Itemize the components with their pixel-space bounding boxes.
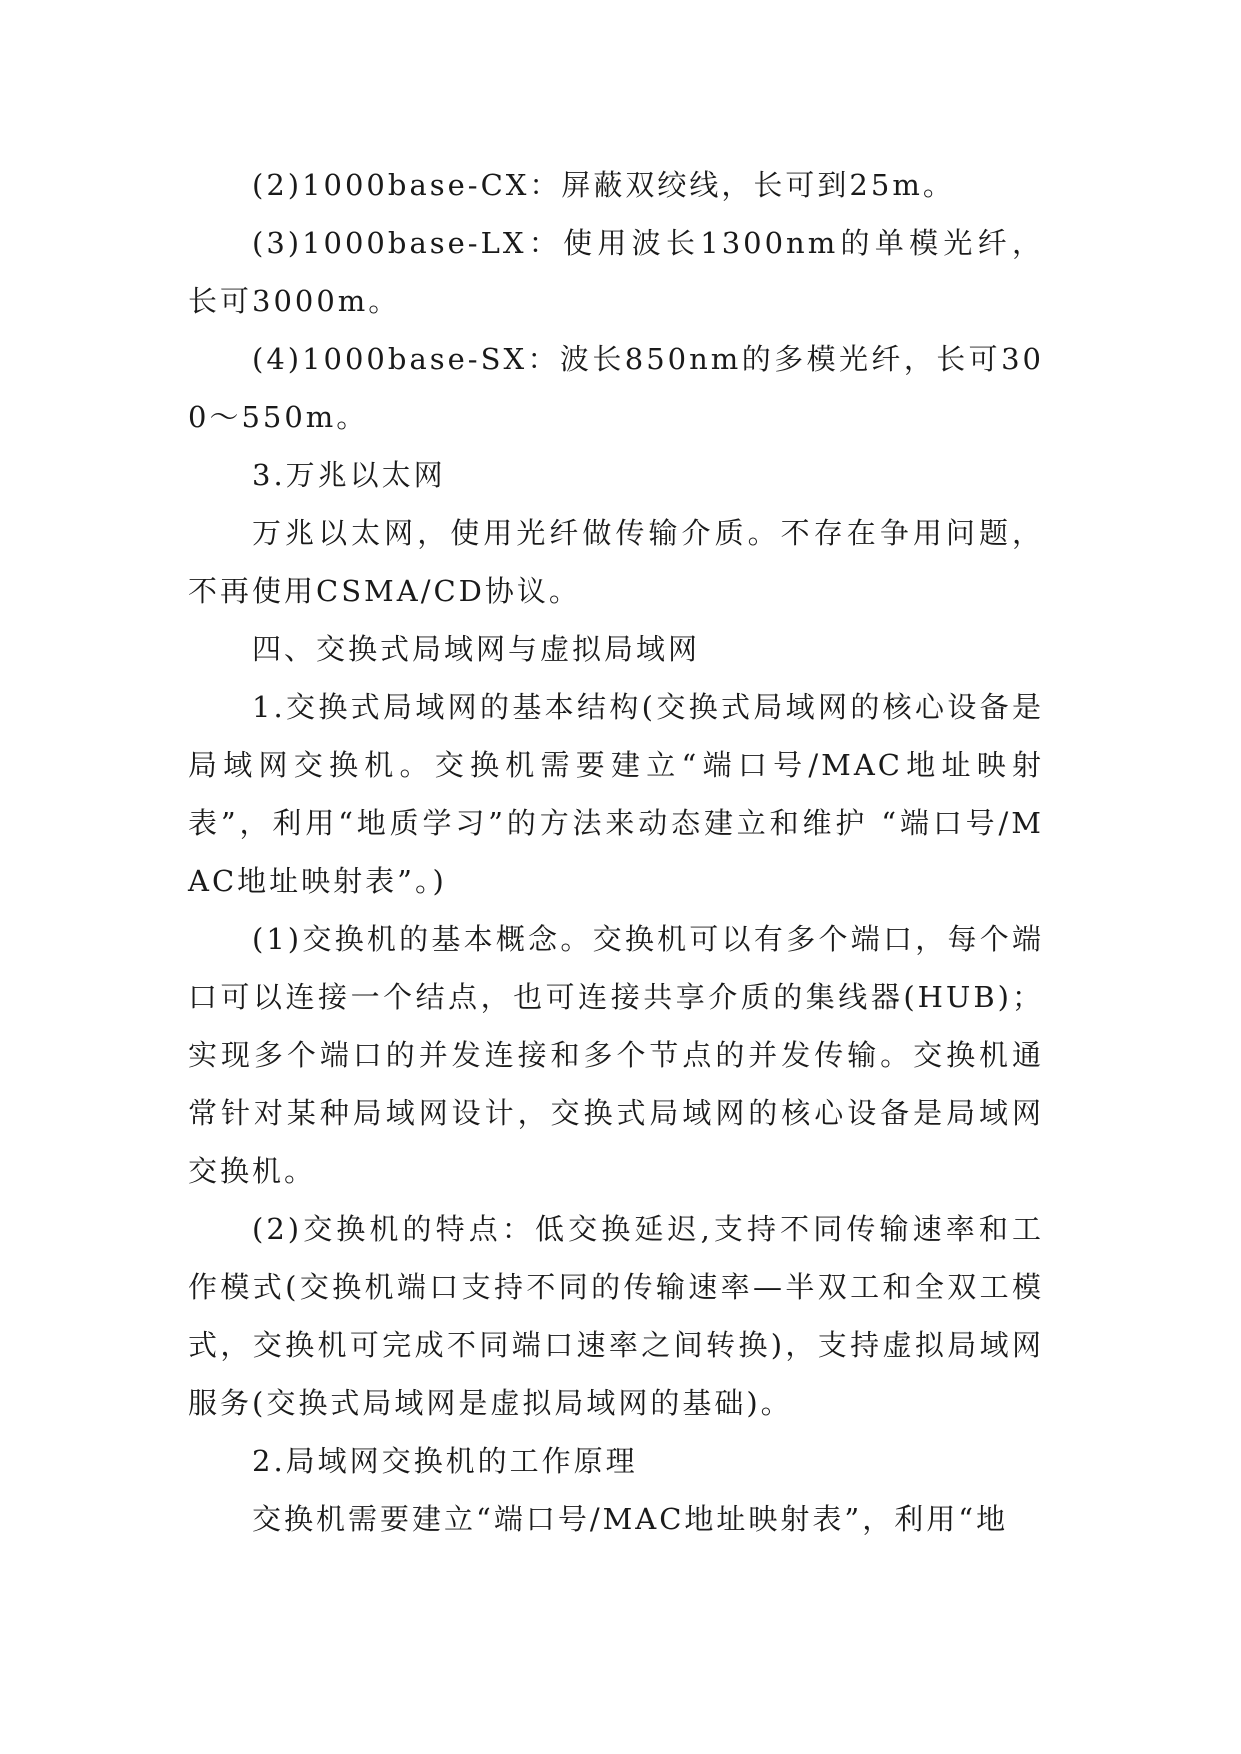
paragraph-switched-lan-structure: 1.交换式局域网的基本结构(交换式局域网的核心设备是局域网交换机。交换机需要建立“端口号/MAC地址映射表”，利用“地质学习”的方法来动态建立和维护 “端口号/MAC地址映射表”。) bbox=[188, 690, 1044, 898]
paragraph-switch-basic-concept: (1)交换机的基本概念。交换机可以有多个端口，每个端口可以连接一个结点，也可连接共享介质的集线器(HUB)；实现多个端口的并发连接和多个节点的并发传输。交换机通常针对某种局域网设计，交换式局域网的核心设备是局域网交换机。 bbox=[188, 922, 1044, 1188]
paragraph-1000base-lx: (3)1000base-LX：使用波长1300nm的单模光纤，长可3000m。 bbox=[188, 226, 1044, 318]
paragraph-switch-principle: 交换机需要建立“端口号/MAC地址映射表”，利用“地 bbox=[252, 1502, 1009, 1536]
section-heading-switch-principle: 2.局域网交换机的工作原理 bbox=[252, 1444, 638, 1478]
chapter-heading-switched-lan: 四、交换式局域网与虚拟局域网 bbox=[252, 632, 701, 666]
document-body bbox=[188, 156, 1044, 1548]
paragraph-1000base-sx: (4)1000base-SX：波长850nm的多模光纤，长可300～550m。 bbox=[188, 342, 1044, 434]
paragraph-10g-ethernet: 万兆以太网，使用光纤做传输介质。不存在争用问题，不再使用CSMA/CD协议。 bbox=[188, 516, 1044, 608]
paragraph-switch-features: (2)交换机的特点：低交换延迟,支持不同传输速率和工作模式(交换机端口支持不同的传输速率—半双工和全双工模式，交换机可完成不同端口速率之间转换)，支持虚拟局域网服务(交换式局域网是虚拟局域网的基础)。 bbox=[188, 1212, 1044, 1420]
paragraph-1000base-cx: (2)1000base-CX：屏蔽双绞线，长可到25m。 bbox=[252, 168, 955, 202]
section-heading-10g-ethernet: 3.万兆以太网 bbox=[252, 458, 446, 492]
